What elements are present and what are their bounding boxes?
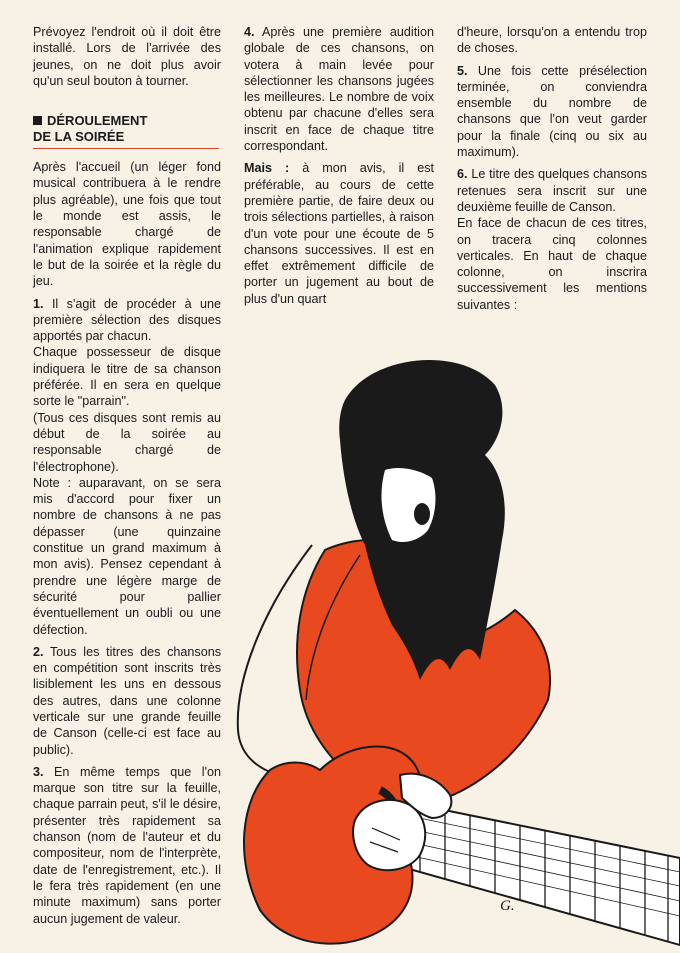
step-6-text: Le titre des quelques chansons retenues sera inscrit sur une deuxième feuille de Canson. <box>457 167 647 214</box>
intro-paragraph: Prévoyez l'endroit où il doit être installé. Lors de l'arrivée des jeunes, on ne doit plus avoir qu'un seul bouton à tourner. <box>33 25 221 88</box>
guitar-neck <box>395 800 680 945</box>
step-1-text: Il s'agit de procéder à une première sélection des disques apportés par chacun. <box>33 296 222 344</box>
step-4-text: Après une première audition globale de ces chansons, on votera à main levée pour sélectionner les chansons jugées les meilleures. Le nombre de voix obtenu par chacune d'elles sera inscrit en face de chaque titre correspondant. <box>244 25 434 154</box>
step-1-number: 1. <box>33 296 44 311</box>
step-5-paragraph <box>457 63 647 161</box>
section-heading <box>33 113 219 149</box>
step-2-text: Tous les titres des chansons en compétition sont inscrits très lisiblement les uns en dessous des autres, dans une colonne verticale sur une grande feuille de Canson (celle-ci est face au public). <box>33 644 222 757</box>
mouth <box>414 503 430 525</box>
step-4-paragraph <box>244 24 434 154</box>
bullet-square-icon <box>33 116 42 125</box>
step-1-paragraph <box>33 296 221 345</box>
step-3-number: 3. <box>33 764 44 779</box>
heading-line-1: DÉROULEMENT <box>47 113 148 129</box>
step-4-number: 4. <box>244 25 255 39</box>
note-paragraph: Note : auparavant, on se sera mis d'accord pour fixer un nombre de chansons à ne pas dépasser (une quinzaine constitue un grand maximum à mon avis). Pensez cependant à prendre une légère marge de sécurité pour pallier éventuellement un oubli ou une défection. <box>33 475 221 637</box>
step-2-number: 2. <box>33 644 44 659</box>
column-3 <box>457 24 647 319</box>
guitarist-illustration <box>190 340 680 953</box>
step-5-text: Une fois cette présélection terminée, on conviendra ensemble du nombre de chansons que l'on veut garder pour la finale (cinq ou six au maximum). <box>457 63 647 160</box>
accueil-paragraph: Après l'accueil (un léger fond musical contribuera à le rendre plus agréable), une fois que tout le monde est assis, le responsable chargé de l'animation explique rapidement le but de la soirée et la règle du jeu. <box>33 160 221 289</box>
step-6b-paragraph: En face de chacun de ces titres, on tracera cinq colonnes verticales. En haut de chaque colonne, on inscrira successivement les mentions suivantes : <box>457 216 647 312</box>
continuation-paragraph: d'heure, lorsqu'on a entendu trop de choses. <box>457 25 647 56</box>
step-3-text: En même temps que l'on marque son titre sur la feuille, chaque parrain peut, s'il le désire, présenter très rapidement sa chanson (nom de l'auteur et du compositeur, nom de l'interprète, date de l'enregistrement, etc.). Il le fera très rapidement (en une minute maximum) sans porter aucun jugement de valeur. <box>33 764 221 926</box>
artist-signature: G. <box>500 898 515 914</box>
heading-line-2: DE LA SOIRÉE <box>33 129 125 145</box>
step-6-paragraph <box>457 166 647 215</box>
mais-paragraph <box>244 160 434 307</box>
step-5-number: 5. <box>457 63 468 78</box>
step-1b-paragraph: Chaque possesseur de disque indiquera le titre de sa chanson préférée. Il en sera en quelque sorte le "parrain". <box>33 345 221 409</box>
column-2 <box>244 24 434 313</box>
step-1c-paragraph: (Tous ces disques sont remis au début de la soirée au responsable chargé de l'électrophone). <box>33 410 221 474</box>
step-6-number: 6. <box>457 167 468 182</box>
mais-keyword: Mais : <box>244 161 290 176</box>
mais-text: à mon avis, il est préférable, au cours de cette première partie, de faire deux ou trois sélections partielles, à raison d'un vote pour une écoute de 5 chansons successives. Il est en effet extrêmement difficile de porter un jugement au bout de plus d'un quart <box>244 161 434 306</box>
